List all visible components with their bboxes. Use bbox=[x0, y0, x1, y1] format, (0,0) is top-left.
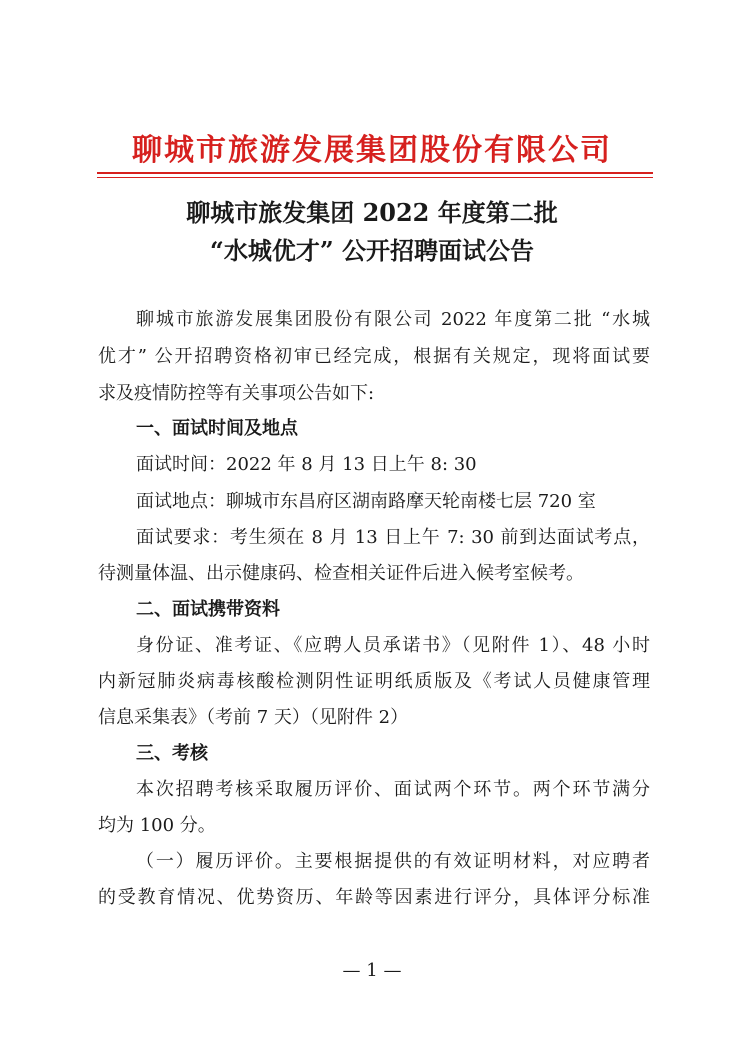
page-number: — 1 — bbox=[342, 960, 402, 981]
document-title-line-2: “水城优才” 公开招聘面试公告 bbox=[210, 236, 534, 265]
intro-paragraph-line-2: 优才” 公开招聘资格初审已经完成，根据有关规定，现将面试要 bbox=[98, 346, 650, 367]
section-2-heading: 二、面试携带资料 bbox=[136, 599, 280, 620]
interview-place: 面试地点：聊城市东昌府区湖南路摩天轮南楼七层 720 室 bbox=[136, 491, 596, 512]
letterhead: 聊城市旅游发展集团股份有限公司 bbox=[132, 133, 612, 168]
assessment-line-1: 本次招聘考核采取履历评价、面试两个环节。两个环节满分 bbox=[136, 779, 650, 800]
materials-line-3: 信息采集表》（考前 7 天）（见附件 2） bbox=[98, 707, 409, 728]
resume-evaluation-line-1: （一）履历评价。主要根据提供的有效证明材料，对应聘者 bbox=[136, 851, 650, 872]
intro-paragraph-line-1: 聊城市旅游发展集团股份有限公司 2022 年度第二批 “水城 bbox=[136, 309, 650, 330]
assessment-line-2: 均为 100 分。 bbox=[98, 815, 216, 836]
resume-evaluation-line-2: 的受教育情况、优势资历、年龄等因素进行评分，具体评分标准 bbox=[98, 887, 650, 908]
intro-paragraph-line-3: 求及疫情防控等有关事项公告如下: bbox=[98, 383, 375, 404]
letterhead-rule-thick bbox=[97, 172, 653, 174]
section-1-heading: 一、面试时间及地点 bbox=[136, 418, 298, 439]
interview-requirement-line-2: 待测量体温、出示健康码、检查相关证件后进入候考室候考。 bbox=[98, 563, 584, 584]
section-3-heading: 三、考核 bbox=[136, 743, 208, 764]
materials-line-1: 身份证、准考证、《应聘人员承诺书》（见附件 1）、48 小时 bbox=[136, 635, 650, 656]
letterhead-rule-thin bbox=[97, 177, 653, 178]
document-title-line-1: 聊城市旅发集团 2022 年度第二批 bbox=[186, 198, 558, 227]
interview-requirement-line-1: 面试要求：考生须在 8 月 13 日上午 7: 30 前到达面试考点， bbox=[136, 527, 650, 548]
materials-line-2: 内新冠肺炎病毒核酸检测阴性证明纸质版及《考试人员健康管理 bbox=[98, 671, 650, 692]
interview-time: 面试时间：2022 年 8 月 13 日上午 8: 30 bbox=[136, 454, 477, 475]
